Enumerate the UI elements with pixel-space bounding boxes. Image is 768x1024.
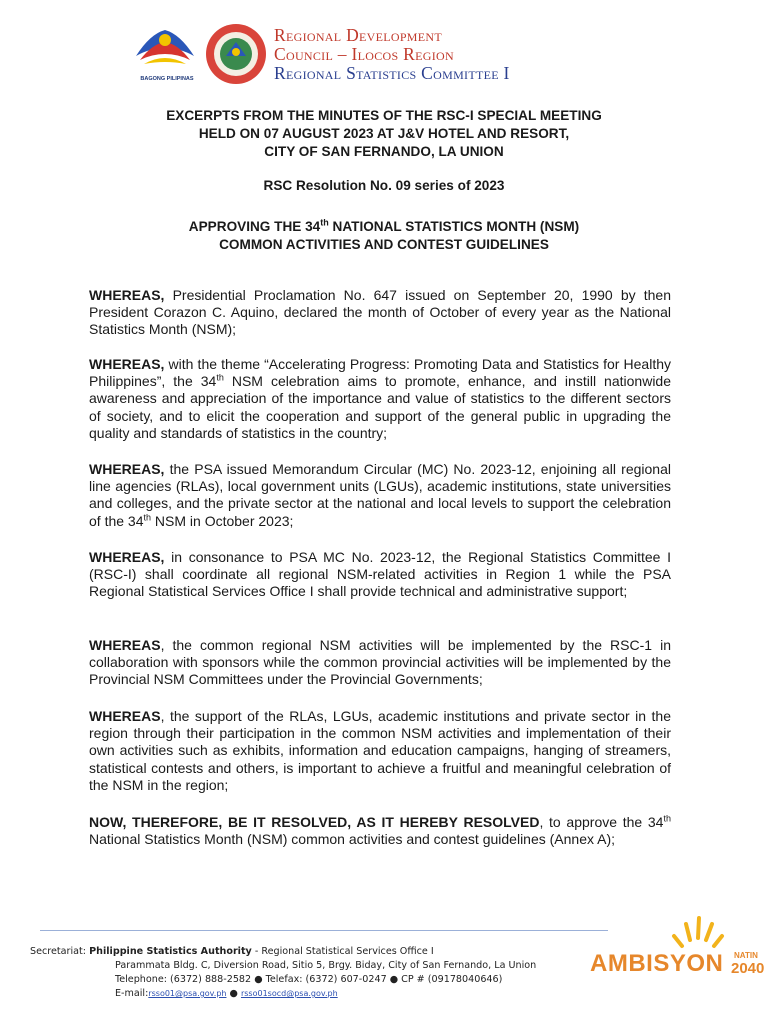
bagong-pilipinas-label: BAGONG PILIPINAS [140,76,194,82]
whereas-paragraph-1 [89,287,671,339]
email-link-1[interactable]: rsso01@psa.gov.ph [148,989,227,998]
resolution-number: RSC Resolution No. 09 series of 2023 [263,178,505,193]
sun-rays-icon [590,910,760,955]
para-sup: th [663,813,671,824]
letterhead [130,22,650,84]
para-text-a: , to approve the 34 [539,814,664,830]
para-sup: th [216,372,224,383]
ambisyon-natin: NATIN [734,951,758,960]
title-line-2: HELD ON 07 AUGUST 2023 AT J&V HOTEL AND RESORT, [198,126,570,141]
organization-name [274,26,510,83]
whereas-paragraph-3 [89,461,671,530]
para-text-a: the PSA issued Memorandum Circular (MC) No. 2023-12, enjoining all regional line agencies (RLAs), local government units (LGUs), academic institutions, state universities and colleges, and the private sector at the national and local levels to support the celebration of the 34 [89,461,671,529]
ambisyon-year: 2040 [731,960,765,977]
para-lead: WHEREAS, [89,461,165,477]
para-lead: WHEREAS, [89,549,165,565]
footer-address: Parammata Bldg. C, Diversion Road, Sitio 5, Brgy. Biday, City of San Fernando, La Union [115,960,537,971]
rdc-seal [204,22,268,86]
para-text-b: NSM celebration aims to promote, enhance, and instill nationwide awareness and appreciation of the importance and value of statistics to the different sectors of society, and to elicit the cooperation and support of the general public in upgrading the quality and standards of statistics in the country; [89,373,671,441]
resolved-paragraph [89,814,671,848]
title-line-1: EXCERPTS FROM THE MINUTES OF THE RSC-I SPECIAL MEETING [166,108,602,123]
footer-divider [40,930,608,931]
bagong-pilipinas-emblem-icon [130,26,200,72]
para-lead: NOW, THEREFORE, BE IT RESOLVED, AS IT HEREBY RESOLVED [89,814,540,830]
subject-line-1 [0,218,768,236]
para-lead: WHEREAS, [89,287,165,303]
para-lead: WHEREAS [89,708,161,724]
secretariat-office: - Regional Statistical Services Office I [251,946,434,957]
para-sup: th [143,511,152,522]
footer-phones: Telephone: (6372) 888-2582 ● Telefax: (6372) 607-0247 ● CP # (09178040646) [115,974,503,985]
org-name-line-1: Regional Development [274,25,442,45]
bagong-pilipinas-logo [130,26,200,82]
email-label: E-mail: [115,988,149,999]
subject-line-1-sup: th [320,217,329,228]
subject-line-2: COMMON ACTIVITIES AND CONTEST GUIDELINES [219,237,549,252]
para-text: , the common regional NSM activities will be implemented by the RSC-1 in collaboration with sponsors while the common provincial activities will be implemented by the Provincial NSM Committees under the Provincial Governments; [89,637,671,688]
whereas-paragraph-2 [89,356,671,442]
para-text-a: with the theme “Accelerating Progress: Promoting Data and Statistics for Healthy Philippines”, the 34 [89,356,671,390]
para-text: Presidential Proclamation No. 647 issued on September 20, 1990 by then President Corazon C. Aquino, declared the month of October of every year as the National Statistics Month (NSM); [89,287,671,338]
footer-emails [30,987,536,1001]
ambisyon-word: AMBISYON [590,950,724,977]
document-title [0,107,768,161]
para-text: , the support of the RLAs, LGUs, academic institutions and private sector in the region through their participation in the common NSM activities and implementation of their own activities such as exhibits, information and education campaigns, hanging of streamers, statistical contests and others, is important to achieve a fruitful and meaningful celebration of the NSM in the region; [89,708,671,793]
whereas-paragraph-5 [89,637,671,689]
whereas-paragraph-6 [89,708,671,794]
title-line-3: CITY OF SAN FERNANDO, LA UNION [264,144,504,159]
para-lead: WHEREAS [89,637,161,653]
whereas-paragraph-4 [89,549,671,601]
secretariat-label: Secretariat: [30,946,87,957]
email-separator: ● [226,988,241,999]
footer-secretariat-line [30,945,536,959]
rdc-seal-icon [204,22,268,86]
ambisyon-natin-2040-logo [590,910,765,990]
subject-line-1-post: NATIONAL STATISTICS MONTH (NSM) [328,219,580,234]
org-name-line-2: Council – Ilocos Region [274,44,454,64]
subject-line-1-pre: APPROVING THE 34 [188,219,321,234]
resolution-subject [0,218,768,254]
para-text-b: National Statistics Month (NSM) common activities and contest guidelines (Annex A); [89,831,616,848]
para-text-b: NSM in October 2023; [151,512,294,529]
para-lead: WHEREAS, [89,356,165,372]
secretariat-agency: Philippine Statistics Authority [89,946,252,957]
secretariat-footer [30,945,536,1001]
email-link-2[interactable]: rsso01socd@psa.gov.ph [240,989,338,998]
org-name-line-3: Regional Statistics Committee I [274,63,510,83]
para-text: in consonance to PSA MC No. 2023-12, the Regional Statistics Committee I (RSC-I) shall coordinate all regional NSM-related activities in Region 1 while the PSA Regional Statistical Services Office I shall provide technical and administrative support; [89,549,671,600]
